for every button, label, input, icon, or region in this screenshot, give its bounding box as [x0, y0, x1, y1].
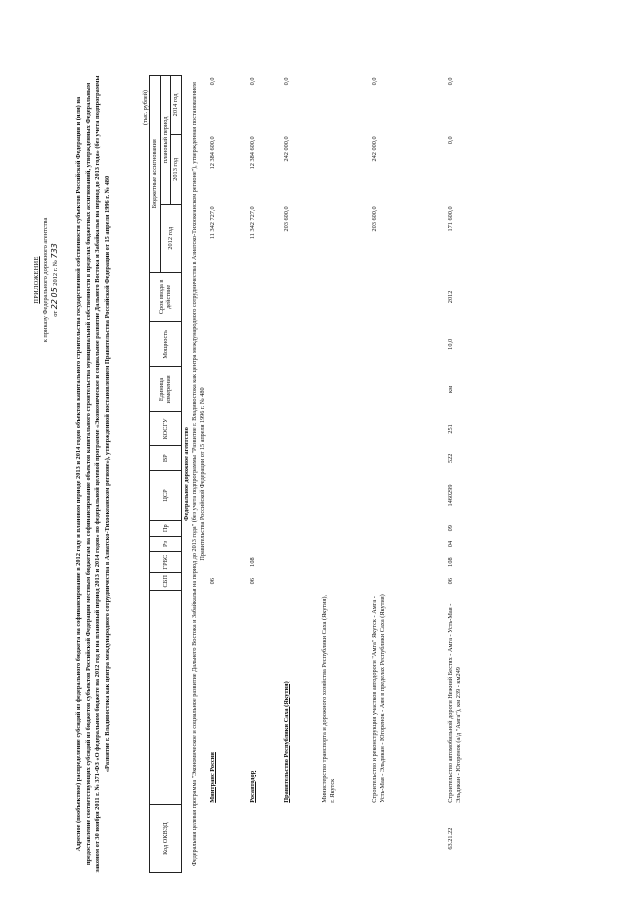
row-capacity [208, 322, 248, 367]
row-name: Министерство транспорта и дорожного хозяйства Республики Саха (Якутия), г. Якутск [320, 594, 336, 803]
annex-number: 733 [50, 243, 59, 259]
row-grbs [208, 552, 248, 572]
row-commission [208, 272, 248, 322]
row-kosgu [320, 412, 370, 446]
row-commission: 2012 [446, 290, 454, 304]
header-vr: ВР [150, 446, 182, 471]
header-capacity: Мощность [150, 322, 182, 367]
row-2013: 12 384 600,0 [208, 136, 216, 170]
header-2012: 2012 год [160, 204, 181, 272]
row-pr [282, 520, 320, 536]
row-grbs: 108 [248, 557, 256, 567]
header-2014: 2014 год [171, 76, 182, 135]
row-2014: 0,0 [248, 77, 256, 86]
row-vr [282, 446, 320, 471]
table-row [370, 76, 446, 873]
allocation-table [149, 75, 516, 873]
header-budget: Бюджетные ассигнования [150, 76, 161, 273]
row-sbp [370, 572, 446, 590]
table-row [446, 76, 516, 873]
row-grbs: 108 [446, 557, 454, 567]
units-label: (тыс. рублей) [142, 90, 149, 125]
header-kosgu: КОСГУ [150, 412, 182, 446]
row-unit: км [446, 385, 454, 393]
row-vr: 522 [446, 453, 454, 463]
row-2014: 0,0 [282, 77, 290, 86]
row-grbs [370, 552, 446, 572]
row-csr: 1460299 [446, 484, 454, 507]
row-vr [248, 446, 282, 471]
header-name [150, 590, 182, 804]
annex-block [32, 155, 60, 405]
row-code: 63.21.22 [446, 827, 454, 850]
row-grbs [320, 552, 370, 572]
row-csr [320, 471, 370, 521]
row-kosgu [208, 412, 248, 446]
row-pr [208, 520, 248, 536]
header-unit: Единица измерения [150, 367, 182, 412]
header-csr: ЦСР [150, 471, 182, 521]
row-2014 [320, 76, 370, 135]
page-content [32, 25, 614, 873]
row-2013: 12 384 600,0 [248, 136, 256, 170]
table-row [208, 76, 248, 873]
row-capacity [320, 322, 370, 367]
row-rz [208, 536, 248, 552]
row-capacity [370, 322, 446, 367]
row-unit [208, 367, 248, 412]
annex-day: 22 [50, 299, 59, 310]
row-code [208, 805, 248, 873]
row-name: Строительство автомобильной дороги Нежний Бестях - Амга - Усть-Мая - Эльдикан - Югоренок (а/д "Амга"), км 239 - км249 [446, 603, 462, 803]
annex-month: 05 [50, 287, 59, 298]
row-sbp: 06 [248, 578, 256, 585]
row-sbp: 06 [446, 578, 454, 585]
annex-line: к приказу Федерального дорожного агентства [42, 217, 49, 343]
row-csr [282, 471, 320, 521]
row-name: Минтранс России [208, 752, 216, 803]
row-rz [370, 536, 446, 552]
row-pr [248, 520, 282, 536]
row-name: Правительство Республики Саха (Якутия) [282, 681, 290, 803]
row-sbp: 06 [208, 578, 216, 585]
row-unit [320, 367, 370, 412]
header-code: Код ОКВЭД [150, 805, 182, 873]
row-code [370, 805, 446, 873]
row-kosgu: 251 [446, 424, 454, 434]
header-grbs: ГРБС [150, 552, 182, 572]
row-csr [248, 471, 282, 521]
header-2013: 2013 год [171, 134, 182, 204]
row-2013: 242 000,0 [282, 136, 290, 162]
row-unit [282, 367, 320, 412]
row-name: Росавтодор [248, 770, 256, 803]
row-2014: 0,0 [446, 77, 454, 86]
row-kosgu [370, 412, 446, 446]
row-2012 [320, 204, 370, 272]
row-unit [248, 367, 282, 412]
row-grbs [282, 552, 320, 572]
header-pr: Пр [150, 520, 182, 536]
row-csr [208, 471, 248, 521]
row-2012: 203 600,0 [370, 206, 378, 232]
row-pr [370, 520, 446, 536]
header-commission: Срок ввода в действие [150, 272, 182, 322]
row-vr [208, 446, 248, 471]
row-commission [282, 272, 320, 322]
row-2013: 242 000,0 [370, 136, 378, 162]
row-2012: 203 600,0 [282, 206, 290, 232]
row-sbp [282, 572, 320, 590]
row-commission [370, 272, 446, 322]
row-rz [320, 536, 370, 552]
row-capacity: 10,0 [446, 338, 454, 350]
row-2013 [320, 134, 370, 204]
table-row [248, 76, 282, 873]
annex-title: ПРИЛОЖЕНИЕ [33, 256, 40, 304]
program-block [181, 76, 208, 873]
row-2012: 11 342 727,0 [248, 206, 256, 240]
row-rz [282, 536, 320, 552]
agency-label: Федеральное дорожное агентство [182, 427, 190, 521]
row-code [282, 805, 320, 873]
row-2014: 0,0 [370, 77, 378, 86]
row-vr [320, 446, 370, 471]
row-capacity [248, 322, 282, 367]
row-name: Строительство и реконструкция участков автодороги "Амга" Якутск - Амга - Усть-Мая - Эльдикан - Югоренок - Аян в пределах Республики Саха (Якутия) [370, 594, 386, 803]
annex-date: от 22 05 2012 г. № 733 [50, 243, 59, 317]
table-body [181, 76, 516, 873]
row-2014: 0,0 [208, 77, 216, 86]
row-csr [370, 471, 446, 521]
row-rz: 04 [446, 540, 454, 548]
document-heading: Адресное (пообъектное) распределение субсидий из федерального бюджета на софинансирование в 2012 году и плановом периоде 2013 и 2014 годов объектов капитального строительства государственной собственности субъектов Российской Федерации и (или) на предоставление соответствующих субсидий из бюджетов субъектов Российской Федерации местным бюджетам на софинансирование объектов капитального строительства муниципальной собственности в пределах бюджетных ассигнований, утвержденных Федеральным законом от 30 ноября 2011 г. № 371-ФЗ «О федеральном бюджете на 2012 год и на плановый период 2013 и 2014 годов» по федеральной целевой программе «Экономическое и социальное развитие Дальнего Востока и Забайкалья на период до 2013 года» (без учета подпрограммы «Развитие г. Владивостока как центра международного сотрудничества в Азиатско-Тихоокеанском регионе»), утвержденной постановлением Правительства Российской Федерации от 15 апреля 1996 г. № 480 [75, 75, 111, 873]
row-kosgu [248, 412, 282, 446]
row-unit [370, 367, 446, 412]
row-commission [248, 272, 282, 322]
row-code [320, 805, 370, 873]
row-2013: 0,0 [446, 136, 454, 145]
row-commission [320, 272, 370, 322]
header-sbp: СБП [150, 572, 182, 590]
row-pr [320, 520, 370, 536]
program-label: Федеральная целевая программа "Экономическое и социальное развитие Дальнего Востока и Забайкалья на период до 2013 года" (без учета подпрограммы "Развитие г. Владивостока как центра международного сотрудничества в Азиатско-Тихоокеанском регионе"), утвержденная постановлением Правительства Российской Федерации от 15 апреля 1996 г. № 480 [190, 82, 206, 866]
row-2012: 11 342 727,0 [208, 206, 216, 240]
row-capacity [282, 322, 320, 367]
row-kosgu [282, 412, 320, 446]
row-vr [370, 446, 446, 471]
table-row [320, 76, 370, 873]
header-rz: Рз [150, 536, 182, 552]
table-row [282, 76, 320, 873]
row-2012: 171 600,0 [446, 206, 454, 232]
row-pr: 09 [446, 525, 454, 532]
row-code [248, 805, 282, 873]
row-sbp [320, 572, 370, 590]
row-rz [248, 536, 282, 552]
header-planned: плановый период [160, 76, 171, 205]
